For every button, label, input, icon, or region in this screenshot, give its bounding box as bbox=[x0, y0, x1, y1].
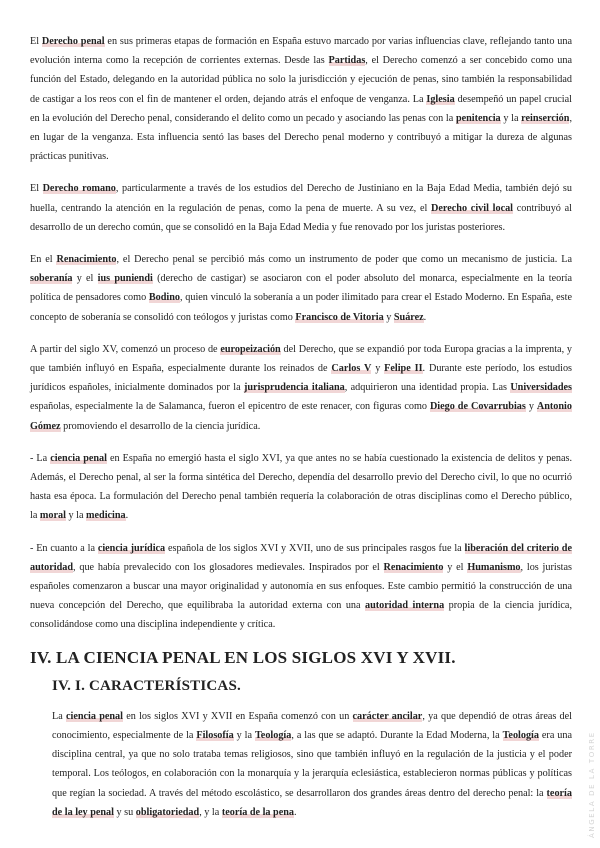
key-term: Filosofía bbox=[196, 729, 234, 741]
key-term: penitencia bbox=[455, 112, 501, 124]
key-term: teoría de la ley penal bbox=[52, 787, 572, 818]
key-term: reinserción bbox=[521, 112, 570, 124]
key-term: soberanía bbox=[30, 273, 73, 285]
key-term: Derecho penal bbox=[41, 36, 105, 47]
key-term: Teología bbox=[254, 729, 292, 741]
key-term: Renacimiento bbox=[56, 254, 117, 266]
paragraph-partidas: El Derecho penal en sus primeras etapas de formación en España estuvo marcado por varias influencias clave, reflejando tanto una evolución interna como la recepción de corrientes externas. Desde las Partidas, el Derecho comenzó a ser concebido como una función del Estado, delegando en la autoridad pública no solo la jurisdicción y ejecución de penas, sino también la responsabilidad de castigar a los reos con el fin de mantener el orden, dejando atrás el enfoque de venganza. La Iglesia desempeñó un papel crucial en la evolución del Derecho penal, considerando el delito como un pecado y asociando las penas con la penitencia y la reinserción, en lugar de la venganza. Esta influencia sentó las bases del Derecho penal moderno y contribuyó a mitigar la dureza de algunas prácticas punitivas. bbox=[30, 36, 573, 163]
key-term: Carlos V bbox=[331, 363, 372, 375]
paragraph-renacimiento: En el Renacimiento, el Derecho penal se percibió más como un instrumento de poder que como un mecanismo de justicia. La soberanía y el ius puniendi (derecho de castigar) se asociaron con el poder absoluto del monarca, especialmente en la teoría política de pensadores como Bodino, quien vinculó la soberanía a un poder ilimitado para crear el Estado Moderno. En España, este concepto de soberanía se consolidó con teólogos y juristas como Francisco de Vitoria y Suárez. bbox=[30, 254, 573, 323]
key-term: Diego de Covarrubias bbox=[429, 401, 526, 413]
paragraph-europeizacion: A partir del siglo XV, comenzó un proceso de europeización del Derecho, que se expandió por toda Europa gracias a la imprenta, y que también influyó en España, especialmente durante los reinados de Carlos V y Felipe II. Durante este período, los estudios jurídicos españoles, inicialmente dominados por la jurisprudencia italiana, adquirieron una identidad propia. Las Universidades españolas, especialmente la de Salamanca, fueron el epicentro de este renacer, con figuras como Diego de Covarrubias y Antonio Gómez promoviendo el desarrollo de la ciencia jurídica. bbox=[30, 343, 573, 432]
key-term: Derecho civil local bbox=[431, 202, 514, 214]
key-term: moral bbox=[39, 510, 66, 522]
key-term: Derecho romano bbox=[42, 183, 116, 195]
key-term: Bodino bbox=[148, 292, 181, 304]
key-term: Renacimiento bbox=[383, 561, 444, 573]
key-term: Suárez bbox=[393, 311, 424, 323]
key-term: Humanismo bbox=[467, 561, 521, 573]
key-term: Iglesia bbox=[426, 93, 455, 105]
paragraph-ciencia-penal: - La ciencia penal en España no emergió hasta el siglo XVI, ya que antes no se había cuestionado la existencia de delitos y penas. Además, el Derecho penal, al ser la forma sintética del Derecho, dependía del desarrollo previo del Derecho civil, lo que no ocurrió hasta esa época. La formulación del Derecho penal también requería la colaboración de otras disciplinas como el Derecho público, la moral y la medicina. bbox=[30, 452, 573, 522]
key-term: ciencia penal bbox=[65, 710, 123, 722]
key-term: Teología bbox=[502, 729, 539, 741]
key-term: ius puniendi bbox=[97, 273, 153, 285]
paragraph-caracteristicas: La ciencia penal en los siglos XVI y XVII en España comenzó con un carácter ancilar, ya que dependió de otras áreas del conocimiento, especialmente de la Filosofía y la Teología, a las que se adaptó. Durante la Edad Moderna, la Teología era una disciplina central, ya que no solo trataba temas religiosos, sino que también influyó en la regulación de la justicia y el poder temporal. Los teólogos, en colaboración con la monarquía y la jerarquía eclesiástica, establecieron normas públicas y políticas que regían la sociedad. A través del método escolástico, se desarrollaron dos grandes áreas dentro del derecho penal: la teoría de la ley penal y su obligatoriedad, y la teoría de la pena. bbox=[52, 710, 573, 818]
key-term: Partidas bbox=[328, 55, 366, 67]
key-term: ciencia penal bbox=[50, 452, 107, 464]
key-term: teoría de la pena bbox=[221, 806, 294, 818]
key-term: obligatoriedad bbox=[135, 806, 200, 818]
key-term: Antonio Gómez bbox=[30, 401, 572, 432]
key-term: medicina bbox=[86, 510, 126, 522]
paragraph-derecho-romano: El Derecho romano, particularmente a través de los estudios del Derecho de Justiniano en la Baja Edad Media, también dejó su huella, centrando la atención en la regulación de penas, como la pena de muerte. A su vez, el Derecho civil local contribuyó al desarrollo de un derecho común, que se consolidó en la Baja Edad Media y fue renovado por los juristas posteriores. bbox=[30, 183, 572, 233]
section-heading: IV. LA CIENCIA PENAL EN LOS SIGLOS XVI Y XVII. bbox=[30, 647, 456, 667]
subsection-heading: IV. I. CARACTERÍSTICAS. bbox=[52, 677, 241, 694]
key-term: ciencia jurídica bbox=[97, 542, 166, 554]
key-term: carácter ancilar bbox=[352, 710, 423, 722]
key-term: liberación del criterio de autoridad bbox=[30, 542, 572, 573]
key-term: europeización bbox=[220, 343, 281, 355]
author-watermark: ÁNGELA DE LA TORRE bbox=[588, 731, 596, 838]
key-term: autoridad interna bbox=[365, 600, 445, 612]
key-term: Felipe II bbox=[384, 363, 423, 375]
key-term: Francisco de Vitoria bbox=[295, 311, 384, 323]
key-term: Universidades bbox=[510, 382, 573, 394]
key-term: jurisprudencia italiana bbox=[243, 382, 345, 394]
paragraph-ciencia-juridica: - En cuanto a la ciencia jurídica española de los siglos XVI y XVII, uno de sus principales rasgos fue la liberación del criterio de autoridad, que había prevalecido con los glosadores medievales. Inspirados por el Renacimiento y el Humanismo, los juristas españoles comenzaron a buscar una mayor originalidad y autonomía en sus enfoques. Este cambio permitió la construcción de una nueva concepción del Derecho, que equilibraba la autoridad externa con una autoridad interna propia de la ciencia jurídica, consolidándose como una disciplina independiente y crítica. bbox=[30, 542, 572, 631]
document-page bbox=[30, 32, 572, 835]
